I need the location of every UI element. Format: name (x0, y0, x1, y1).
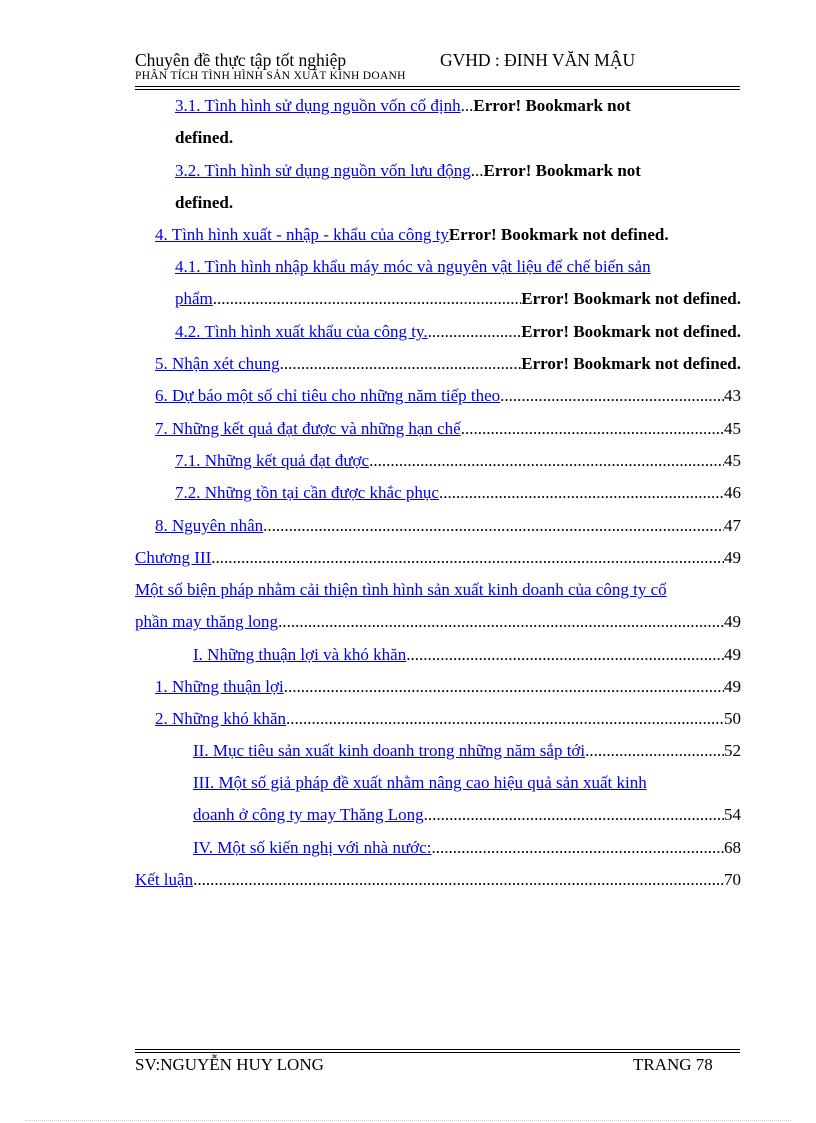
toc-entry-IV (0, 837, 741, 859)
header-rule-top (135, 86, 740, 87)
toc-page-number: 54 (724, 805, 741, 824)
toc-page-number: 49 (724, 612, 741, 631)
toc-entry-chuong-3 (0, 547, 741, 569)
toc-error-continuation: defined. (175, 193, 234, 212)
toc-entry-7-1 (0, 450, 741, 472)
toc-entry-I (0, 644, 741, 666)
toc-entry-4-1 (0, 288, 741, 310)
toc-entry-II (0, 740, 741, 762)
toc-leader: ... (470, 161, 484, 180)
toc-error-text: Error! Bookmark not (473, 96, 631, 115)
toc-entry-4-1-line1 (175, 256, 651, 278)
toc-entry-III (0, 804, 741, 826)
toc-page-number: 52 (724, 741, 741, 760)
footer-rule-top (135, 1049, 740, 1050)
toc-leader (263, 515, 724, 537)
toc-error-text: Error! Bookmark not defined. (521, 354, 741, 373)
toc-link-IV[interactable]: IV. Một số kiến nghị với nhà nước: (193, 838, 432, 857)
toc-page-number: 45 (724, 451, 741, 470)
toc-entry-4-2 (0, 321, 741, 343)
header-supervisor: GVHD : ĐINH VĂN MẬU (440, 50, 636, 70)
toc-page-number: 46 (724, 483, 741, 502)
toc-link-3-1[interactable]: 3.1. Tình hình sử dụng nguồn vốn cố định (175, 96, 461, 115)
toc-page-number: 70 (724, 870, 741, 889)
toc-link-2[interactable]: 2. Những khó khăn (155, 709, 287, 728)
toc-link-4-1[interactable]: 4.1. Tình hình nhập khẩu máy móc và nguyên vật liệu để chế biến sản (175, 257, 651, 276)
toc-leader (211, 547, 724, 569)
header-subtitle: PHÂN TÍCH TÌNH HÌNH SẢN XUẤT KINH DOANH (135, 70, 406, 82)
toc-entry-3-1 (0, 95, 741, 117)
toc-leader (424, 804, 724, 826)
toc-page-number: 45 (724, 419, 741, 438)
toc-leader: ... (460, 96, 474, 115)
toc-link-bien-phap-cont[interactable]: phần may thăng long (135, 612, 279, 631)
toc-link-7-2[interactable]: 7.2. Những tồn tại cần được khắc phục (175, 483, 439, 502)
toc-leader (585, 740, 724, 762)
toc-leader (286, 708, 724, 730)
toc-leader (280, 353, 522, 375)
toc-entry-8 (0, 515, 741, 537)
toc-error-text: Error! Bookmark not defined. (521, 289, 741, 308)
toc-page-number: 47 (724, 516, 741, 535)
toc-link-8[interactable]: 8. Nguyên nhân (155, 516, 264, 535)
toc-leader (213, 288, 521, 310)
toc-link-4-1-cont[interactable]: phẩm (175, 289, 213, 308)
footer-rule-bottom (135, 1052, 740, 1053)
toc-page-number: 49 (724, 548, 741, 567)
header-rule-bottom (135, 89, 740, 90)
toc-link-4[interactable]: 4. Tình hình xuất - nhập - khẩu của công ty (155, 225, 449, 244)
toc-link-7-1[interactable]: 7.1. Những kết quả đạt được (175, 451, 370, 470)
toc-entry-ket-luan (0, 869, 741, 891)
toc-link-I[interactable]: I. Những thuận lợi và khó khăn (193, 645, 407, 664)
footer-page-number: TRANG 78 (633, 1055, 713, 1074)
toc-link-4-2[interactable]: 4.2. Tình hình xuất khẩu của công ty. (175, 322, 428, 341)
toc-link-3-2[interactable]: 3.2. Tình hình sử dụng nguồn vốn lưu động (175, 161, 471, 180)
toc-error-text: Error! Bookmark not (483, 161, 641, 180)
toc-link-1[interactable]: 1. Những thuận lợi (155, 677, 284, 696)
toc-entry-3-2 (0, 160, 741, 182)
toc-entry-bien-phap-line1 (135, 579, 667, 601)
toc-error-text: Error! Bookmark not defined. (448, 225, 669, 244)
toc-entry-III-line1 (193, 772, 647, 794)
toc-link-III[interactable]: III. Một số giả pháp đề xuất nhằm nâng cao hiệu quả sản xuất kinh (193, 773, 647, 792)
toc-page-number: 50 (724, 709, 741, 728)
toc-leader (431, 837, 724, 859)
toc-leader (278, 611, 724, 633)
toc-page-number: 49 (724, 677, 741, 696)
toc-entry-7-2 (0, 482, 741, 504)
footer-student: SV:NGUYỄN HUY LONG (135, 1055, 324, 1074)
toc-link-III-cont[interactable]: doanh ở công ty may Thăng Long (193, 805, 424, 824)
toc-entry-5 (0, 353, 741, 375)
toc-link-bien-phap[interactable]: Một số biện pháp nhằm cải thiện tình hình sản xuất kinh doanh của công ty cổ (135, 580, 667, 599)
toc-entry-4 (0, 224, 741, 246)
toc-leader (500, 385, 724, 407)
toc-entry-7 (0, 418, 741, 440)
toc-leader (284, 676, 724, 698)
toc-error-continuation: defined. (175, 128, 234, 147)
toc-error-text: Error! Bookmark not defined. (521, 322, 741, 341)
toc-page-number: 68 (724, 838, 741, 857)
toc-leader (193, 869, 724, 891)
header-title: Chuyên đề thực tập tốt nghiệp (135, 50, 347, 70)
toc-link-II[interactable]: II. Mục tiêu sản xuất kinh doanh trong những năm sắp tới (193, 741, 586, 760)
page-bottom-edge (25, 1120, 791, 1121)
toc-leader (439, 482, 724, 504)
toc-leader (461, 418, 724, 440)
toc-link-chuong-3[interactable]: Chương III (135, 548, 212, 567)
toc-entry-2 (0, 708, 741, 730)
toc-leader (406, 644, 724, 666)
toc-link-ket-luan[interactable]: Kết luận (135, 870, 194, 889)
toc-leader (369, 450, 724, 472)
toc-link-7[interactable]: 7. Những kết quả đạt được và những hạn chế (155, 419, 461, 438)
toc-page-number: 49 (724, 645, 741, 664)
toc-entry-1 (0, 676, 741, 698)
toc-entry-bien-phap (0, 611, 741, 633)
toc-leader (428, 321, 522, 343)
toc-link-5[interactable]: 5. Nhận xét chung (155, 354, 280, 373)
toc-link-6[interactable]: 6. Dự báo một số chỉ tiêu cho những năm tiếp theo (155, 386, 501, 405)
toc-entry-6 (0, 385, 741, 407)
toc-page-number: 43 (724, 386, 741, 405)
